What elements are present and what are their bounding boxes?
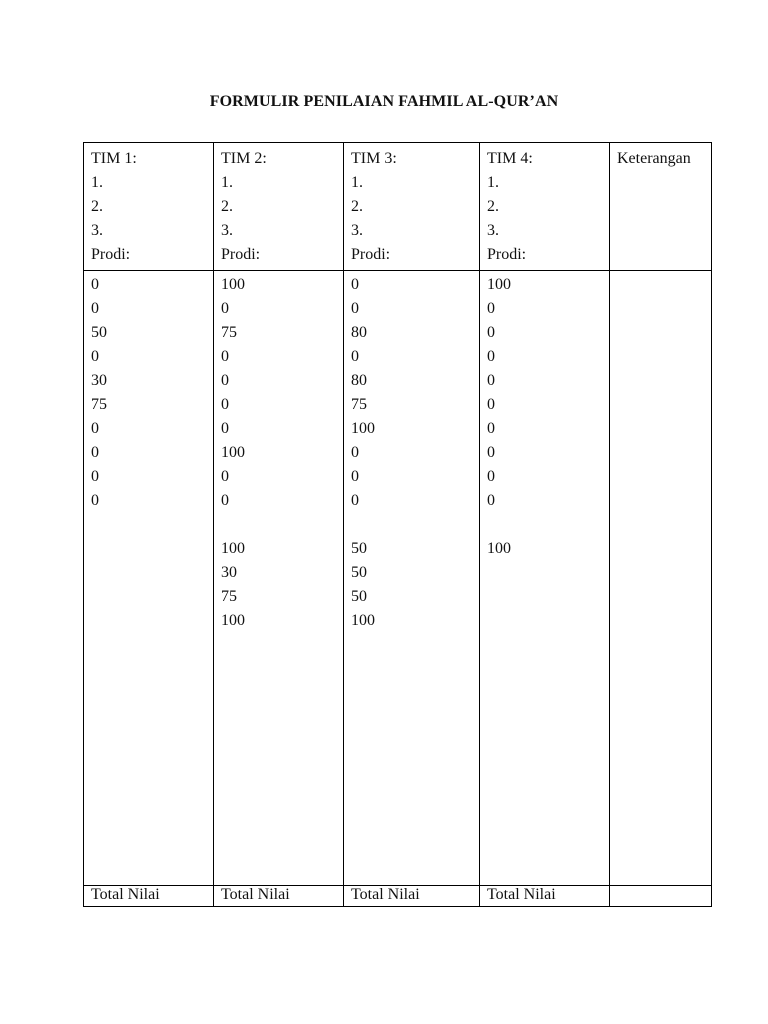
keterangan-label: Keterangan — [617, 150, 691, 167]
team-total-cell — [344, 886, 480, 907]
team-header-row — [84, 143, 712, 271]
team-score-cell — [344, 271, 480, 886]
score-gap — [351, 513, 472, 537]
team-name: TIM 1: — [91, 150, 137, 167]
score-value: 0 — [487, 300, 495, 317]
score-value: 75 — [351, 396, 367, 413]
total-label: Total Nilai — [351, 886, 420, 903]
score-value: 0 — [351, 348, 359, 365]
team-total-cell — [480, 886, 610, 907]
score-value: 30 — [91, 372, 107, 389]
score-value: 0 — [91, 444, 99, 461]
team-name: TIM 2: — [221, 150, 267, 167]
score-value: 0 — [487, 324, 495, 341]
extra-score-value: 100 — [221, 612, 245, 629]
score-value: 80 — [351, 324, 367, 341]
member-slot: 3. — [351, 222, 363, 239]
prodi-label: Prodi: — [221, 246, 261, 263]
team-header-cell — [214, 143, 344, 271]
member-slot: 1. — [91, 174, 103, 191]
score-value: 0 — [351, 300, 359, 317]
score-value: 0 — [221, 348, 229, 365]
score-value: 0 — [487, 444, 495, 461]
score-value: 0 — [221, 300, 229, 317]
prodi-label: Prodi: — [351, 246, 391, 263]
score-value: 75 — [221, 324, 237, 341]
total-row — [84, 886, 712, 907]
extra-score-value: 50 — [351, 540, 367, 557]
score-value: 100 — [221, 444, 245, 461]
score-value: 0 — [221, 420, 229, 437]
score-value: 0 — [487, 468, 495, 485]
score-value: 0 — [91, 276, 99, 293]
score-table — [83, 142, 712, 907]
team-score-cell — [214, 271, 344, 886]
team-header-cell — [480, 143, 610, 271]
member-slot: 1. — [487, 174, 499, 191]
score-value: 0 — [351, 492, 359, 509]
score-value: 80 — [351, 372, 367, 389]
team-score-cell — [480, 271, 610, 886]
score-value: 0 — [351, 276, 359, 293]
score-value: 0 — [351, 444, 359, 461]
score-value: 100 — [351, 420, 375, 437]
team-total-cell — [214, 886, 344, 907]
team-name: TIM 4: — [487, 150, 533, 167]
prodi-label: Prodi: — [91, 246, 131, 263]
total-label: Total Nilai — [487, 886, 556, 903]
score-value: 0 — [221, 468, 229, 485]
score-value: 75 — [91, 396, 107, 413]
page-title: FORMULIR PENILAIAN FAHMIL AL-QUR’AN — [209, 93, 559, 110]
member-slot: 1. — [221, 174, 233, 191]
score-value: 0 — [487, 420, 495, 437]
score-value: 100 — [221, 276, 245, 293]
total-label: Total Nilai — [91, 886, 160, 903]
extra-score-value: 50 — [351, 588, 367, 605]
member-slot: 1. — [351, 174, 363, 191]
keterangan-total-cell — [610, 886, 712, 907]
score-value: 0 — [221, 396, 229, 413]
extra-score-value: 100 — [487, 540, 511, 557]
score-value: 0 — [91, 300, 99, 317]
extra-score-value: 100 — [221, 540, 245, 557]
score-value: 0 — [487, 372, 495, 389]
score-value: 0 — [221, 372, 229, 389]
score-value: 100 — [487, 276, 511, 293]
team-score-cell — [84, 271, 214, 886]
extra-score-value: 50 — [351, 564, 367, 581]
member-slot: 3. — [91, 222, 103, 239]
score-value: 0 — [221, 492, 229, 509]
total-label: Total Nilai — [221, 886, 290, 903]
prodi-label: Prodi: — [487, 246, 527, 263]
score-gap — [487, 513, 602, 537]
score-value: 0 — [91, 468, 99, 485]
score-value: 0 — [351, 468, 359, 485]
score-value: 0 — [91, 348, 99, 365]
member-slot: 2. — [91, 198, 103, 215]
member-slot: 2. — [351, 198, 363, 215]
extra-score-value: 100 — [351, 612, 375, 629]
team-header-cell — [344, 143, 480, 271]
team-total-cell — [84, 886, 214, 907]
score-value: 0 — [487, 396, 495, 413]
extra-score-value: 75 — [221, 588, 237, 605]
team-header-cell — [84, 143, 214, 271]
keterangan-header — [610, 143, 712, 271]
score-value: 0 — [487, 492, 495, 509]
score-row — [84, 271, 712, 886]
score-gap — [221, 513, 336, 537]
member-slot: 2. — [487, 198, 499, 215]
score-value: 0 — [487, 348, 495, 365]
member-slot: 2. — [221, 198, 233, 215]
member-slot: 3. — [487, 222, 499, 239]
score-value: 50 — [91, 324, 107, 341]
team-name: TIM 3: — [351, 150, 397, 167]
keterangan-cell — [610, 271, 712, 886]
score-value: 0 — [91, 420, 99, 437]
score-value: 0 — [91, 492, 99, 509]
member-slot: 3. — [221, 222, 233, 239]
extra-score-value: 30 — [221, 564, 237, 581]
